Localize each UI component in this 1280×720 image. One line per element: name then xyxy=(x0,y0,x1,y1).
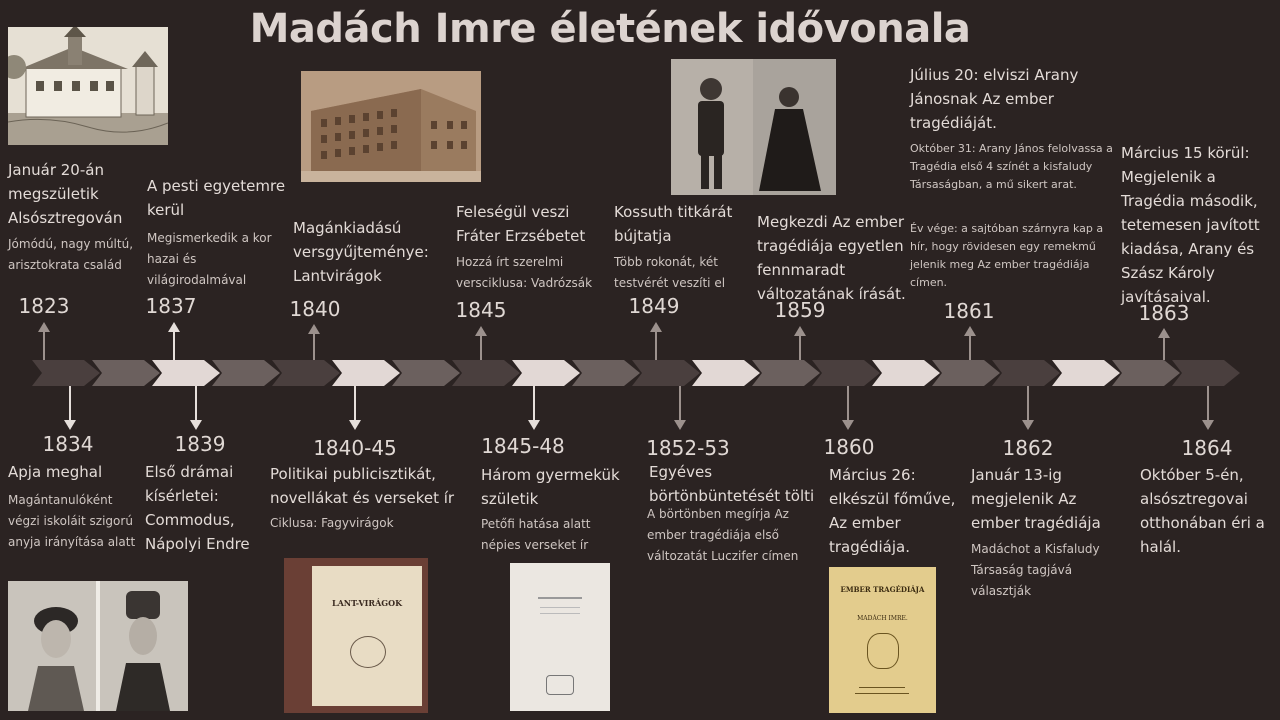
event-1834-head: Apja meghal xyxy=(8,463,103,481)
event-1861-year: 1861 xyxy=(943,299,995,323)
timeline-chevron xyxy=(212,360,280,386)
timeline-chevron xyxy=(92,360,160,386)
connector-arrow-down xyxy=(190,420,202,430)
timeline-chevron xyxy=(752,360,820,386)
connector-line xyxy=(69,386,71,420)
event-1849-year: 1849 xyxy=(628,294,680,318)
event-1864-year: 1864 xyxy=(1181,436,1233,460)
connector-arrow-down xyxy=(349,420,361,430)
event-1845-48-year: 1845-48 xyxy=(481,434,565,458)
connector-line xyxy=(480,336,482,360)
parents-portrait xyxy=(8,581,188,711)
tragedy-book-photo xyxy=(829,567,936,713)
event-1849-sub: Több rokonát, két testvérét veszíti el xyxy=(614,255,726,290)
book3-author: MADÁCH IMRE. xyxy=(857,615,908,622)
connector-arrow-down xyxy=(528,420,540,430)
connector-arrow-up xyxy=(1158,328,1170,338)
book1-title: LANT-VIRÁGOK xyxy=(331,598,403,608)
connector-line xyxy=(1207,386,1209,420)
connector-arrow-up xyxy=(168,322,180,332)
timeline-chevron xyxy=(1172,360,1240,386)
connector-line xyxy=(533,386,535,420)
event-1860-head: Március 26: elkészül főműve, Az ember tragédiája. xyxy=(829,466,956,556)
event-1823-year: 1823 xyxy=(18,294,70,318)
timeline-chevron xyxy=(32,360,100,386)
event-1859-year: 1859 xyxy=(774,298,826,322)
event-1861-head: Július 20: elviszi Arany Jánosnak Az ember tragédiáját. xyxy=(910,66,1079,132)
lantviragok-book-photo xyxy=(284,558,428,713)
timeline-chevron xyxy=(812,360,880,386)
event-1837-sub: Megismerkedik a kor hazai és világirodalmával xyxy=(147,231,272,287)
connector-line xyxy=(655,332,657,360)
university-photo xyxy=(301,71,481,182)
connector-arrow-up xyxy=(964,326,976,336)
connector-arrow-up xyxy=(650,322,662,332)
connector-arrow-down xyxy=(1022,420,1034,430)
timeline-chevron xyxy=(272,360,340,386)
event-1863-head: Március 15 körül: Megjelenik a Tragédia második, tetemesen javított kiadása, Arany és Szász Károly javításaival. xyxy=(1121,144,1260,306)
event-1849-head: Kossuth titkárát bújtatja xyxy=(614,203,733,245)
timeline-chevron xyxy=(692,360,760,386)
connector-line xyxy=(679,386,681,420)
fagyviragok-book-photo xyxy=(510,563,610,711)
event-1862-year: 1862 xyxy=(1002,436,1054,460)
event-1840-45-head: Politikai publicisztikát, novellákat és verseket ír xyxy=(270,465,455,507)
event-1845-48-head: Három gyermekük születik xyxy=(481,466,620,508)
event-1859-head: Megkezdi Az ember tragédiája egyetlen fennmaradt változatának írását. xyxy=(757,213,906,303)
timeline-chevron xyxy=(572,360,640,386)
event-1864-head: Október 5-én, alsósztregovai otthonában éri a halál. xyxy=(1140,466,1265,556)
connector-line xyxy=(43,332,45,360)
event-1852-53-head: Egyéves börtönbüntetését tölti xyxy=(649,463,815,505)
event-1845-sub: Hozzá írt szerelmi versciklusa: Vadrózsák xyxy=(456,255,593,290)
birthplace-photo xyxy=(8,27,168,145)
event-1863-year: 1863 xyxy=(1138,301,1190,325)
event-1840-year: 1840 xyxy=(289,297,341,321)
page-title: Madách Imre életének idővonala xyxy=(249,6,971,52)
event-1852-53-year: 1852-53 xyxy=(646,436,730,460)
event-1862-head: Január 13-ig megjelenik Az ember tragédiája xyxy=(971,466,1101,532)
timeline-chevron xyxy=(1112,360,1180,386)
connector-arrow-down xyxy=(64,420,76,430)
event-1845-year: 1845 xyxy=(455,298,507,322)
event-1837-head: A pesti egyetemre kerül xyxy=(147,177,286,219)
connector-line xyxy=(195,386,197,420)
connector-line xyxy=(969,336,971,360)
event-1862-sub: Madáchot a Kisfaludy Társaság tagjává választják xyxy=(971,542,1100,598)
event-1840-45-year: 1840-45 xyxy=(313,436,397,460)
event-1823-head: Január 20-án megszületik Alsósztregován xyxy=(8,161,123,227)
connector-arrow-up xyxy=(475,326,487,336)
connector-arrow-up xyxy=(794,326,806,336)
connector-line xyxy=(799,336,801,360)
connector-line xyxy=(1027,386,1029,420)
event-1852-53-sub: A börtönben megírja Az ember tragédiája első változatát Luczifer címen xyxy=(647,507,799,563)
timeline-chevron xyxy=(452,360,520,386)
event-1861-sub: Október 31: Arany János felolvassa a Tragédia első 4 színét a kisfaludy Társaságban, a mű sikert arat. xyxy=(910,142,1113,191)
connector-arrow-down xyxy=(1202,420,1214,430)
connector-arrow-down xyxy=(674,420,686,430)
event-1834-year: 1834 xyxy=(42,432,94,456)
event-1840-45-sub: Ciklusa: Fagyvirágok xyxy=(270,516,394,530)
connector-arrow-up xyxy=(308,324,320,334)
event-1839-year: 1839 xyxy=(174,432,226,456)
couple-photo xyxy=(671,59,836,195)
timeline-chevron xyxy=(1052,360,1120,386)
event-1823-sub: Jómódú, nagy múltú, arisztokrata család xyxy=(8,237,134,272)
timeline-chevron xyxy=(932,360,1000,386)
timeline-band xyxy=(0,358,1280,388)
connector-line xyxy=(313,334,315,360)
connector-arrow-up xyxy=(38,322,50,332)
timeline-chevron xyxy=(512,360,580,386)
timeline-chevron xyxy=(332,360,400,386)
book3-title: EMBER TRAGÉDIÁJA xyxy=(840,585,925,594)
event-1861-sub2: Év vége: a sajtóban szárnyra kap a hír, hogy rövidesen egy remekmű jelenik meg Az ember tragédiája címen. xyxy=(910,222,1104,289)
connector-line xyxy=(1163,338,1165,360)
event-1834-sub: Magántanulóként végzi iskoláit szigorú anyja irányítása alatt xyxy=(8,493,136,549)
connector-line xyxy=(173,332,175,360)
timeline-chevron xyxy=(632,360,700,386)
connector-line xyxy=(847,386,849,420)
timeline-chevron xyxy=(872,360,940,386)
timeline-chevron xyxy=(392,360,460,386)
event-1839-head: Első drámai kísérletei: Commodus, Nápolyi Endre xyxy=(145,463,250,553)
connector-arrow-down xyxy=(842,420,854,430)
event-1860-year: 1860 xyxy=(823,435,875,459)
event-1845-48-sub: Petőfi hatása alatt népies verseket ír xyxy=(481,517,591,552)
timeline-chevron xyxy=(992,360,1060,386)
timeline-chevron xyxy=(152,360,220,386)
event-1837-year: 1837 xyxy=(145,294,197,318)
connector-line xyxy=(354,386,356,420)
event-1845-head: Feleségül veszi Fráter Erzsébetet xyxy=(456,203,586,245)
event-1840-head: Magánkiadású versgyűjteménye: Lantvirágok xyxy=(293,219,429,285)
